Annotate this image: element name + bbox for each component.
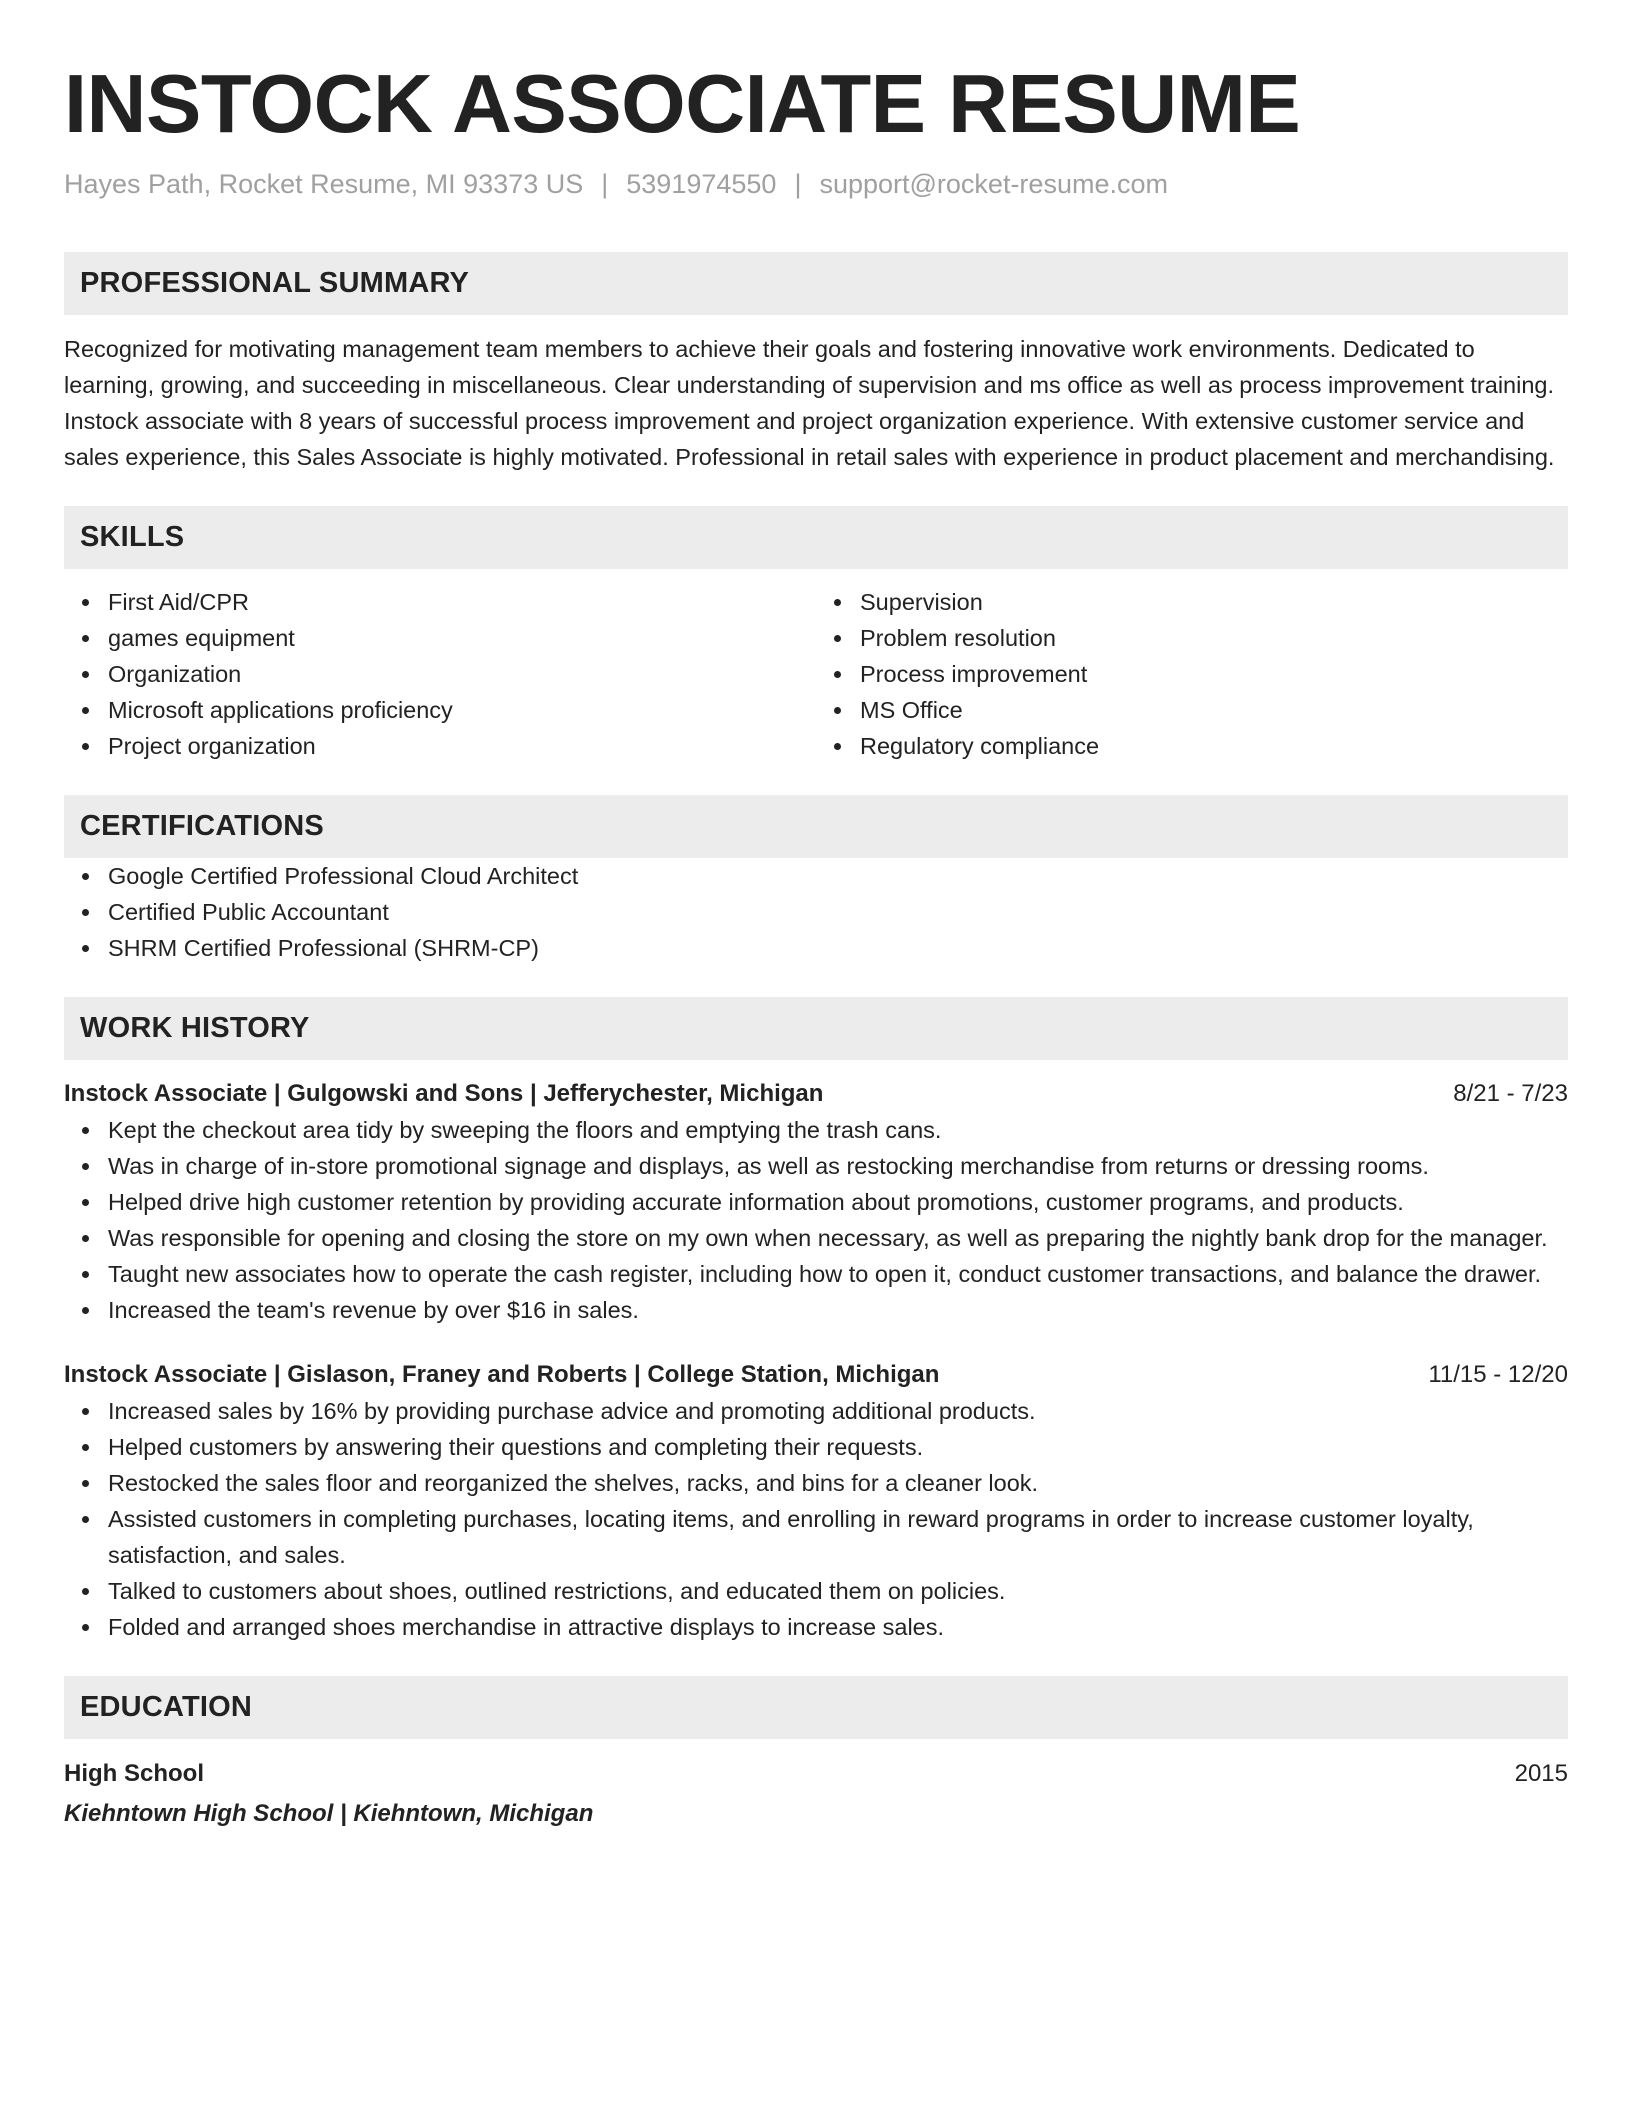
section-heading-skills: SKILLS [64,506,1568,569]
education-degree: High School [64,1760,204,1787]
job-dates: 8/21 - 7/23 [1453,1080,1568,1107]
job-bullet: Increased sales by 16% by providing purchase advice and promoting additional products. [108,1393,1568,1429]
job-bullets [64,1112,1568,1328]
job-title: Instock Associate | Gislason, Franey and Roberts | College Station, Michigan [64,1361,940,1388]
section-heading-work-history: WORK HISTORY [64,997,1568,1060]
skill-item: Project organization [108,728,816,764]
skill-item: Problem resolution [860,620,1568,656]
section-heading-education: EDUCATION [64,1676,1568,1739]
skills-list-left [64,584,816,764]
job-bullet: Helped customers by answering their questions and completing their requests. [108,1429,1568,1465]
skill-item: Organization [108,656,816,692]
job-header [64,1076,1568,1112]
contact-separator: | [794,169,802,199]
contact-email: support@rocket-resume.com [819,169,1168,199]
job-bullet: Folded and arranged shoes merchandise in attractive displays to increase sales. [108,1609,1568,1645]
contact-line [64,166,1568,202]
job-dates: 11/15 - 12/20 [1428,1361,1568,1388]
job-bullet: Was responsible for opening and closing the store on my own when necessary, as well as preparing the nightly bank drop for the manager. [108,1220,1568,1256]
education-school: Kiehntown High School | Kiehntown, Michigan [64,1800,594,1827]
contact-address: Hayes Path, Rocket Resume, MI 93373 US [64,169,584,199]
certification-item: Google Certified Professional Cloud Architect [108,858,1568,894]
job-title: Instock Associate | Gulgowski and Sons | Jefferychester, Michigan [64,1080,824,1107]
section-heading-summary: PROFESSIONAL SUMMARY [64,252,1568,315]
skill-item: Regulatory compliance [860,728,1568,764]
skill-item: Microsoft applications proficiency [108,692,816,728]
education-header [64,1756,1568,1792]
job-bullet: Taught new associates how to operate the cash register, including how to open it, conduct customer transactions, and balance the drawer. [108,1256,1568,1292]
contact-phone: 5391974550 [626,169,777,199]
certifications-list [64,858,1568,966]
skills-list-right [816,584,1568,764]
resume-title: INSTOCK ASSOCIATE RESUME [64,57,1301,150]
summary-text: Recognized for motivating management team members to achieve their goals and fostering innovative work environments. Dedicated to learning, growing, and succeeding in miscellaneous. Clear understanding of supervision and ms office as well as process improvement training. Instock associate with 8 years of successful process improvement and project organization experience. With extensive customer service and sales experience, this Sales Associate is highly motivated. Professional in retail sales with experience in product placement and merchandising. [64,336,1555,470]
job-header [64,1357,1568,1393]
certification-item: SHRM Certified Professional (SHRM-CP) [108,930,1568,966]
job-bullets [64,1393,1568,1645]
certification-item: Certified Public Accountant [108,894,1568,930]
job-bullet: Helped drive high customer retention by providing accurate information about promotions, customer programs, and products. [108,1184,1568,1220]
job-bullet: Increased the team's revenue by over $16 in sales. [108,1292,1568,1328]
skill-item: First Aid/CPR [108,584,816,620]
skill-item: games equipment [108,620,816,656]
skill-item: Process improvement [860,656,1568,692]
skills-grid [64,584,1568,764]
skill-item: MS Office [860,692,1568,728]
job-bullet: Kept the checkout area tidy by sweeping the floors and emptying the trash cans. [108,1112,1568,1148]
education-year: 2015 [1514,1760,1568,1787]
job-bullet: Talked to customers about shoes, outlined restrictions, and educated them on policies. [108,1573,1568,1609]
job-bullet: Restocked the sales floor and reorganized the shelves, racks, and bins for a cleaner look. [108,1465,1568,1501]
contact-separator: | [601,169,609,199]
section-heading-certifications: CERTIFICATIONS [64,795,1568,858]
job-bullet: Assisted customers in completing purchases, locating items, and enrolling in reward programs in order to increase customer loyalty, satisfaction, and sales. [108,1501,1568,1573]
job-bullet: Was in charge of in-store promotional signage and displays, as well as restocking merchandise from returns or dressing rooms. [108,1148,1568,1184]
skill-item: Supervision [860,584,1568,620]
